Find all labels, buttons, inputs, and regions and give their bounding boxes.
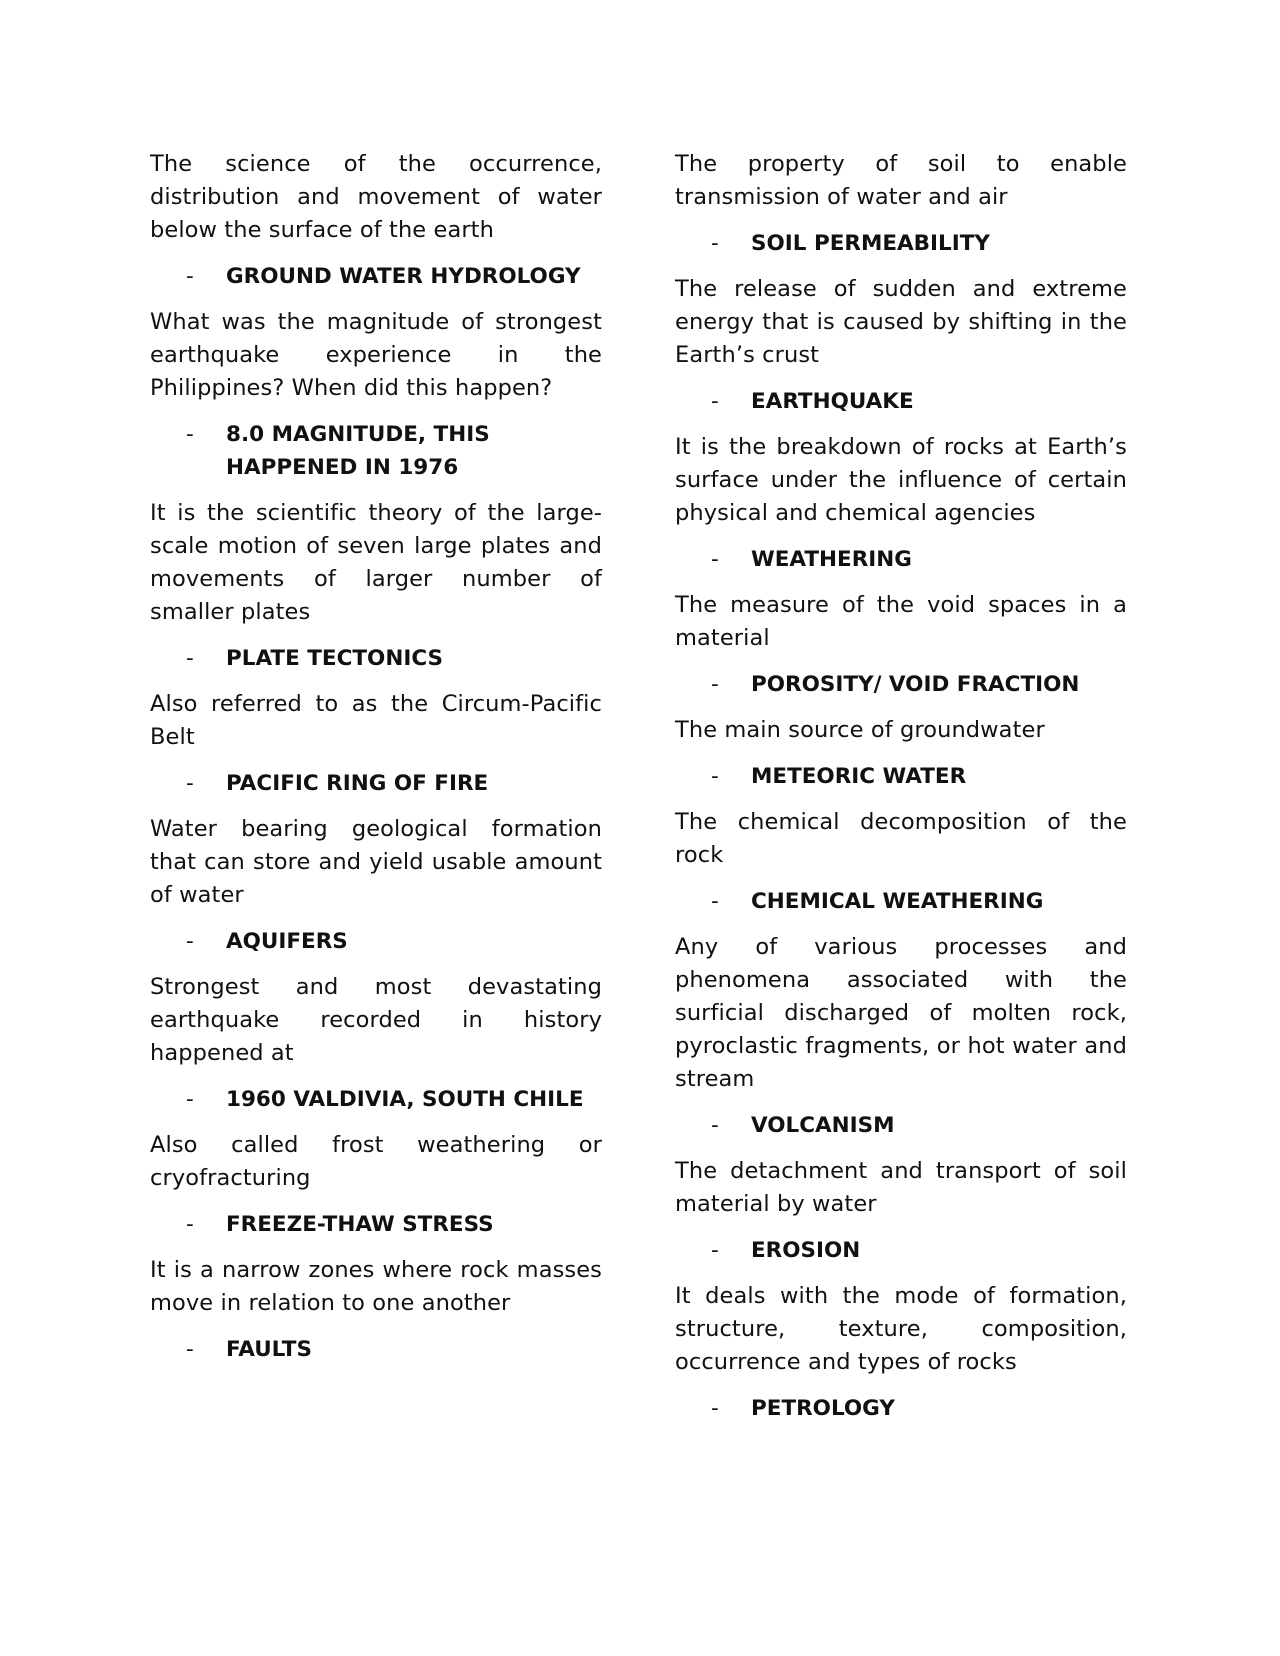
answer-text: WEATHERING xyxy=(751,547,912,572)
question-text: Also called frost weathering or cryofracturing xyxy=(150,1132,602,1191)
bullet-dash: - xyxy=(711,889,719,914)
question-text: The measure of the void spaces in a material xyxy=(675,592,1127,651)
answer-item xyxy=(150,767,602,800)
bullet-dash: - xyxy=(711,672,719,697)
bullet-dash: - xyxy=(711,547,719,572)
answer-item xyxy=(675,1109,1127,1142)
answer-text: FREEZE-THAW STRESS xyxy=(226,1212,494,1237)
answer-text: SOIL PERMEABILITY xyxy=(751,231,990,256)
answer-text: CHEMICAL WEATHERING xyxy=(751,889,1044,914)
answer-item xyxy=(675,760,1127,793)
answer-text: 1960 VALDIVIA, SOUTH CHILE xyxy=(226,1087,584,1112)
bullet-dash: - xyxy=(186,929,194,954)
question-text: The chemical decomposition of the rock xyxy=(675,809,1127,868)
bullet-dash: - xyxy=(186,422,194,447)
answer-text: METEORIC WATER xyxy=(751,764,967,789)
answer-text: GROUND WATER HYDROLOGY xyxy=(226,264,581,289)
question-text: Also referred to as the Circum-Pacific Belt xyxy=(150,691,602,750)
answer-text: PLATE TECTONICS xyxy=(226,646,443,671)
answer-text: VOLCANISM xyxy=(751,1113,895,1138)
answer-item xyxy=(675,668,1127,701)
answer-item xyxy=(675,1392,1127,1425)
answer-text: PETROLOGY xyxy=(751,1396,895,1421)
question-text: It is the breakdown of rocks at Earth’s surface under the influence of certain physical and chemical agencies xyxy=(675,434,1127,526)
bullet-dash: - xyxy=(186,264,194,289)
answer-item xyxy=(150,418,602,484)
answer-item xyxy=(675,885,1127,918)
question-text: What was the magnitude of strongest earthquake experience in the Philippines? When did this happen? xyxy=(150,309,602,401)
question-text: The science of the occurrence, distribution and movement of water below the surface of the earth xyxy=(150,151,602,243)
bullet-dash: - xyxy=(186,1087,194,1112)
answer-text: POROSITY/ VOID FRACTION xyxy=(751,672,1080,697)
question-text: The property of soil to enable transmission of water and air xyxy=(675,151,1127,210)
answer-item xyxy=(675,543,1127,576)
answer-item xyxy=(675,385,1127,418)
answer-text: EARTHQUAKE xyxy=(751,389,914,414)
question-text: The release of sudden and extreme energy that is caused by shifting in the Earth’s crust xyxy=(675,276,1127,368)
bullet-dash: - xyxy=(186,1212,194,1237)
bullet-dash: - xyxy=(711,764,719,789)
question-text: The main source of groundwater xyxy=(675,717,1045,743)
answer-item xyxy=(150,642,602,675)
bullet-dash: - xyxy=(711,231,719,256)
bullet-dash: - xyxy=(186,771,194,796)
answer-text: PACIFIC RING OF FIRE xyxy=(226,771,489,796)
answer-text: FAULTS xyxy=(226,1337,312,1362)
answer-item xyxy=(675,227,1127,260)
answer-text: 8.0 MAGNITUDE, THIS HAPPENED IN 1976 xyxy=(226,422,490,480)
answer-item xyxy=(150,1083,602,1116)
question-text: The detachment and transport of soil material by water xyxy=(675,1158,1127,1217)
answer-item xyxy=(675,1234,1127,1267)
bullet-dash: - xyxy=(186,1337,194,1362)
question-text: It deals with the mode of formation, structure, texture, composition, occurrence and types of rocks xyxy=(675,1283,1127,1375)
question-text: It is the scientific theory of the large-scale motion of seven large plates and movements of larger number of smaller plates xyxy=(150,500,602,625)
answer-text: EROSION xyxy=(751,1238,861,1263)
answer-item xyxy=(150,260,602,293)
left-column xyxy=(150,148,602,1379)
answer-text: AQUIFERS xyxy=(226,929,348,954)
answer-item xyxy=(150,925,602,958)
bullet-dash: - xyxy=(711,1113,719,1138)
question-text: Any of various processes and phenomena associated with the surficial discharged of molten rock, pyroclastic fragments, or hot water and stream xyxy=(675,934,1127,1092)
question-text: It is a narrow zones where rock masses move in relation to one another xyxy=(150,1257,602,1316)
question-text: Strongest and most devastating earthquake recorded in history happened at xyxy=(150,974,602,1066)
answer-item xyxy=(150,1208,602,1241)
bullet-dash: - xyxy=(711,1238,719,1263)
bullet-dash: - xyxy=(186,646,194,671)
bullet-dash: - xyxy=(711,1396,719,1421)
bullet-dash: - xyxy=(711,389,719,414)
right-column xyxy=(675,148,1127,1438)
answer-item xyxy=(150,1333,602,1366)
question-text: Water bearing geological formation that can store and yield usable amount of water xyxy=(150,816,602,908)
